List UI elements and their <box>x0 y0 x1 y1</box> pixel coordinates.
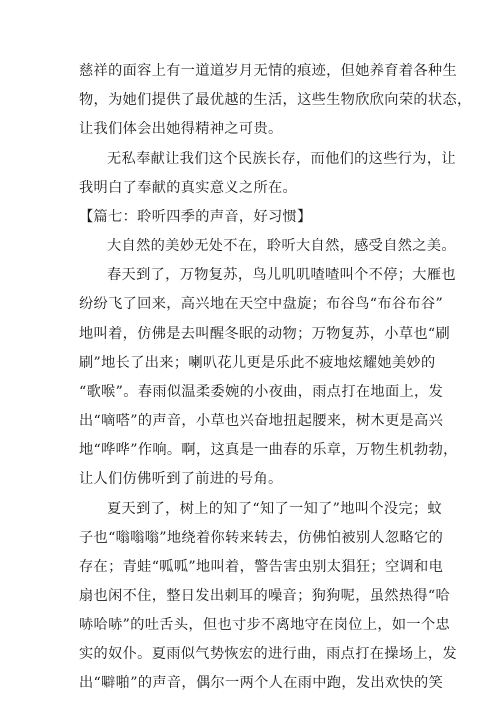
paragraph-start-line: 夏天到了，树上的知了“知了一知了”地叫个没完；蚊 <box>107 501 443 517</box>
text-line: 让人们仿佛听到了前进的号角。 <box>79 471 283 487</box>
section-heading: 【篇七：聆听四季的声音，好习惯】 <box>79 209 312 225</box>
text-line: 扇也闲不住，整日发出刺耳的噪音；狗狗呢，虽然热得“哈 <box>79 588 451 604</box>
text-line: 出“嘀嗒”的声音，小草也兴奋地扭起腰来，树木更是高兴 <box>79 413 444 429</box>
text-line: 物，为她们提供了最优越的生活，这些生物欣欣向荣的状态， <box>79 92 472 108</box>
text-line: 纷纷飞了回来，高兴地在天空中盘旋；布谷鸟“布谷布谷” <box>79 296 444 312</box>
text-line: 实的奴仆。夏雨似气势恢宏的进行曲，雨点打在操场上，发 <box>79 646 457 662</box>
text-line: 让我们体会出她得精神之可贵。 <box>79 121 283 137</box>
paragraph-start-line: 无私奉献让我们这个民族长存，而他们的这些行为，让 <box>107 151 456 167</box>
text-line: 地叫着，仿佛是去叫醒冬眠的动物；万物复苏，小草也“刷 <box>79 326 451 342</box>
text-line: 地“哗哗”作响。啊，这真是一曲春的乐章，万物生机勃勃， <box>79 442 458 458</box>
text-line: 刷”地长了出来；喇叭花儿更是乐此不疲地炫耀她美妙的 <box>79 355 436 371</box>
text-line: 存在；青蛙“呱呱”地叫着，警告害虫别太猖狂；空调和电 <box>79 559 444 575</box>
text-line: 我明白了奉献的真实意义之所在。 <box>79 180 298 196</box>
text-line: 出“噼啪”的声音，偶尔一两个人在雨中跑，发出欢快的笑 <box>79 675 444 691</box>
text-line: 子也“嗡嗡嗡”地绕着你转来转去，仿佛怕被别人忽略它的 <box>79 530 444 546</box>
text-line: “歌喉”。春雨似温柔委婉的小夜曲，雨点打在地面上，发 <box>79 384 444 400</box>
paragraph-start-line: 大自然的美妙无处不在，聆听大自然，感受自然之美。 <box>107 238 456 254</box>
paragraph-start-line: 春天到了，万物复苏，鸟儿叽叽喳喳叫个不停；大雁也 <box>107 267 456 283</box>
text-line: 哧哈哧”的吐舌头，但也寸步不离地守在岗位上，如一个忠 <box>79 617 451 633</box>
text-line: 慈祥的面容上有一道道岁月无情的痕迹，但她养育着各种生 <box>79 63 457 79</box>
